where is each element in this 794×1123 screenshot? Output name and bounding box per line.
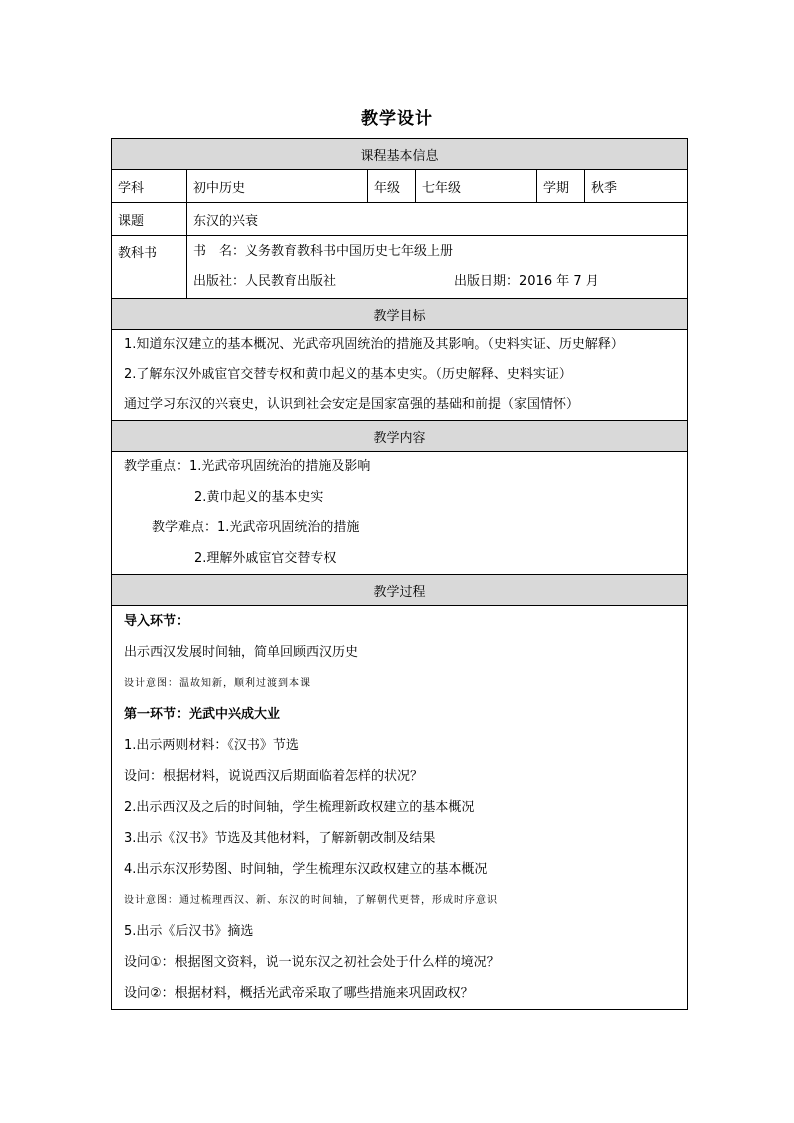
design-intent: 设计意图：温故知新，顺利过渡到本课 [124,678,311,690]
publisher: 出版社：人民教育出版社 [193,274,337,289]
key-point-1: 教学重点：1.光武帝巩固统治的措施及影响 [124,459,371,474]
grade-value: 七年级 [416,170,537,203]
intro-heading: 导入环节： [124,614,190,630]
topic-label: 课题 [112,203,187,236]
process-question: 设问①：根据图文资料，说一说东汉之初社会处于什么样的境况？ [124,955,500,971]
section-header-process: 教学过程 [112,575,688,606]
publication-date: 出版日期：2016 年 7 月 [454,274,599,289]
design-intent: 设计意图：通过梳理西汉、新、东汉的时间轴，了解朝代更替，形成时序意识 [124,895,498,907]
section1-heading: 第一环节：光武中兴成大业 [124,707,281,723]
content-list [112,452,688,575]
grade-label: 年级 [368,170,416,203]
publisher-row [193,267,681,297]
section-header-content: 教学内容 [112,421,688,452]
process-item: 1.出示两则材料：《汉书》节选 [124,738,299,754]
objectives-list [112,330,688,421]
textbook-info [187,236,688,299]
process-item: 5.出示《后汉书》摘选 [124,924,254,940]
section-header-basic-info: 课程基本信息 [112,139,688,170]
process-question: 设问②：根据材料，概括光武帝采取了哪些措施来巩固政权？ [124,986,474,1002]
book-name: 书 名：义务教育教科书中国历史七年级上册 [193,244,454,259]
difficult-point-2: 2.理解外戚宦官交替专权 [194,550,337,566]
page-title: 教学设计 [361,109,433,129]
process-question: 设问：根据材料，说说西汉后期面临着怎样的状况？ [124,769,424,785]
process-item: 3.出示《汉书》节选及其他材料，了解新朝改制及结果 [124,831,436,847]
section-header-objectives: 教学目标 [112,299,688,330]
process-item: 2.出示西汉及之后的时间轴，学生梳理新政权建立的基本概况 [124,800,475,816]
lesson-plan-table [111,138,688,1010]
objective-item: 通过学习东汉的兴衰史，认识到社会安定是国家富强的基础和前提（家国情怀） [124,397,580,412]
key-point-2: 2.黄巾起义的基本史实 [194,489,324,505]
process-item: 出示西汉发展时间轴，简单回顾西汉历史 [124,645,359,661]
subject-label: 学科 [112,170,187,203]
process-list [112,606,688,1010]
term-label: 学期 [537,170,585,203]
subject-value: 初中历史 [187,170,368,203]
difficult-point-1: 教学难点：1.光武帝巩固统治的措施 [152,520,360,536]
term-value: 秋季 [585,170,688,203]
objective-item: 2.了解东汉外戚宦官交替专权和黄巾起义的基本史实。（历史解释、史料实证） [124,367,572,382]
topic-value: 东汉的兴衰 [187,203,688,236]
textbook-label: 教科书 [112,236,187,299]
process-item: 4.出示东汉形势图、时间轴，学生梳理东汉政权建立的基本概况 [124,862,488,878]
objective-item: 1.知道东汉建立的基本概况、光武帝巩固统治的措施及其影响。（史料实证、历史解释） [124,337,624,352]
